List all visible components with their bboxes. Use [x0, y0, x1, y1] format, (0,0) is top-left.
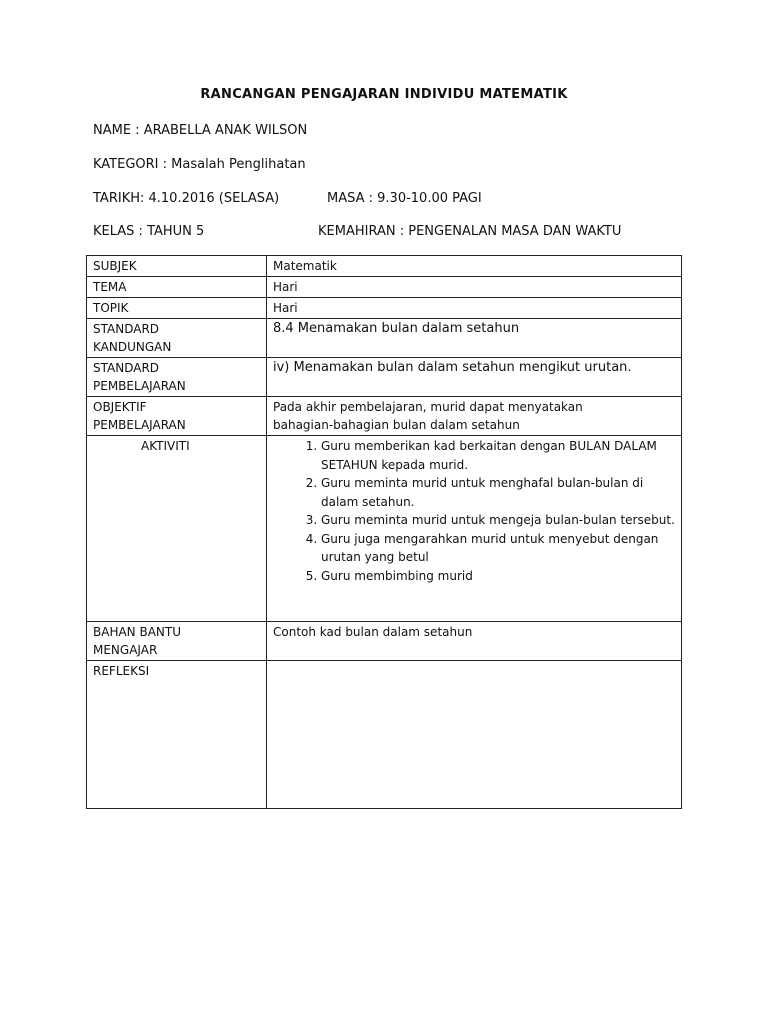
table-row [87, 397, 682, 436]
standard-pembelajaran-label [87, 358, 267, 397]
objektif-value [267, 397, 682, 436]
topik-value: Hari [267, 298, 682, 319]
masa-line: MASA : 9.30-10.00 PAGI [327, 191, 482, 206]
objektif-label-1: OBJEKTIF [93, 400, 147, 414]
subjek-value: Matematik [267, 256, 682, 277]
name-line: NAME : ARABELLA ANAK WILSON [93, 123, 308, 138]
table-row [87, 436, 682, 622]
refleksi-label: REFLEKSI [87, 661, 267, 809]
tema-value: Hari [267, 277, 682, 298]
list-item: 2. Guru meminta murid untuk menghafal bulan-bulan di dalam setahun. [321, 474, 675, 511]
refleksi-value [267, 661, 682, 809]
table-row [87, 358, 682, 397]
tema-label: TEMA [87, 277, 267, 298]
table-row [87, 298, 682, 319]
aktiviti-list [273, 437, 675, 585]
table-row [87, 256, 682, 277]
kategori-line: KATEGORI : Masalah Penglihatan [93, 157, 306, 172]
standard-kandungan-label-2: KANDUNGAN [93, 340, 172, 354]
bahan-label-1: BAHAN BANTU [93, 625, 181, 639]
bahan-label-2: MENGAJAR [93, 643, 158, 657]
bahan-label [87, 622, 267, 661]
table-row [87, 277, 682, 298]
standard-pembelajaran-label-2: PEMBELAJARAN [93, 379, 186, 393]
kemahiran-line: KEMAHIRAN : PENGENALAN MASA DAN WAKTU [318, 224, 622, 239]
standard-pembelajaran-label-1: STANDARD [93, 361, 160, 375]
standard-kandungan-label [87, 319, 267, 358]
objektif-label-2: PEMBELAJARAN [93, 418, 186, 432]
objektif-value-2: bahagian-bahagian bulan dalam setahun [273, 418, 520, 432]
aktiviti-value [267, 436, 682, 622]
list-item: 5. Guru membimbing murid [321, 567, 675, 586]
objektif-value-1: Pada akhir pembelajaran, murid dapat menyatakan [273, 400, 583, 414]
standard-pembelajaran-value: iv) Menamakan bulan dalam setahun mengikut urutan. [267, 358, 682, 397]
list-item: 3. Guru meminta murid untuk mengeja bulan-bulan tersebut. [321, 511, 675, 530]
objektif-label [87, 397, 267, 436]
list-item: 1. Guru memberikan kad berkaitan dengan BULAN DALAM SETAHUN kepada murid. [321, 437, 675, 474]
document-title: RANCANGAN PENGAJARAN INDIVIDU MATEMATIK [200, 87, 568, 102]
table-row [87, 319, 682, 358]
standard-kandungan-value: 8.4 Menamakan bulan dalam setahun [267, 319, 682, 358]
tarikh-line: TARIKH: 4.10.2016 (SELASA) [93, 191, 280, 206]
lesson-plan-table [86, 255, 682, 809]
kelas-line: KELAS : TAHUN 5 [93, 224, 205, 239]
table-row [87, 622, 682, 661]
subjek-label: SUBJEK [87, 256, 267, 277]
table-row [87, 661, 682, 809]
bahan-value: Contoh kad bulan dalam setahun [267, 622, 682, 661]
topik-label: TOPIK [87, 298, 267, 319]
list-item: 4. Guru juga mengarahkan murid untuk menyebut dengan urutan yang betul [321, 530, 675, 567]
aktiviti-label: AKTIVITI [87, 436, 267, 622]
standard-kandungan-label-1: STANDARD [93, 322, 160, 336]
